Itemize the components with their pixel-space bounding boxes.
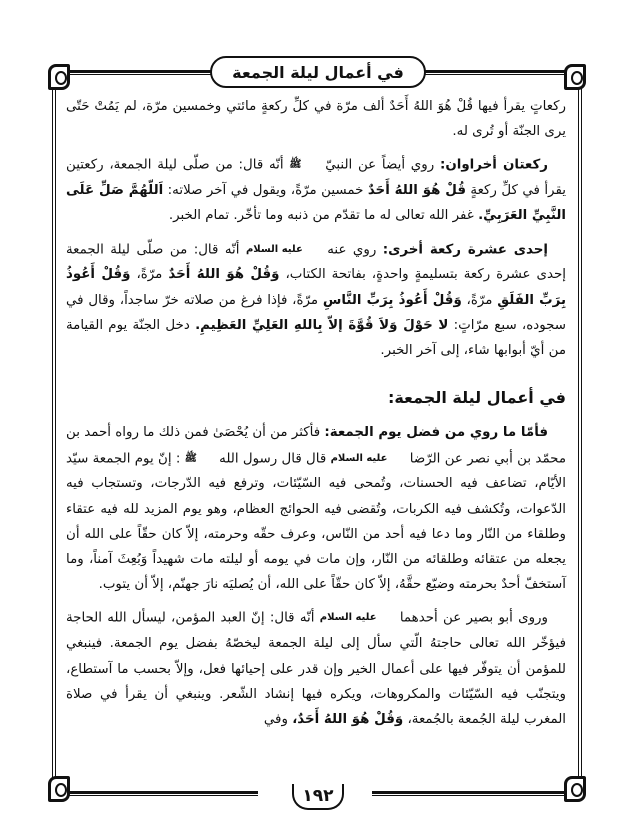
paragraph-text: وروى أبو بصير عن أحدهما: [399, 611, 548, 627]
quran-quote: وَقُلْ أَعُوذُ بِرَبِّ النَّاسِ: [322, 292, 462, 308]
paragraph-text: فأكثر من أن يُحْصَىٰ فمن ذلك ما رواه أحمد بن محمّد بن أبي نصر عن الرّضا: [66, 425, 566, 467]
running-header-title: في أعمال ليلة الجمعة: [232, 62, 404, 82]
quran-quote: وَقُلْ أَعُوذُ بِرَبِّ الفَلَقِ: [66, 267, 566, 308]
paragraph-text: : إنّ يوم الجمعة سيّد الأيّام، تضاعف فيه الحسنات، وتُمحى فيه السّيّئات، وترفع فيه الدّرجات، وتستجاب فيه الدّعوات، وتُكشف فيه الكربات، وتُقضى فيه الحوائج العظام، وهو يوم المزيد لله فيه عتقاء وطلقاء من النّار وما دعا فيه أحد من النّاس، وعرف حقّه وحرمته، إلاّ كان حقّاً على الله أن يجعله من عتقائه وطلقائه من النّار، وإن مات في يومه أو ليلته مات شهيداً وَبُعِثَ آمناً، وما آستخفّ أحدٌ بحرمته وضيّع حقَّهُ، إلاّ كان حقّاً على الله، أن يُصليَه نارَ جهنّم، إلاّ أن يتوب.: [66, 451, 566, 593]
honorific-ligature-icon: عليه السلام: [319, 612, 377, 624]
paragraph-text: مرّةً، فإذا فرغ من صلاته خرّ ساجداً، وقال في سجوده، سبع مرّاتٍ:: [66, 292, 567, 333]
section-heading: في أعمال ليلة الجمعة:: [387, 388, 566, 408]
quran-quote: وَقُلْ هُوَ اللهُ أَحَدٌ،: [292, 711, 404, 727]
border-top-left-line: [62, 70, 214, 75]
page-number-badge: [292, 784, 344, 810]
quran-quote: وَقُلْ هُوَ اللهُ أَحَدٌ: [168, 267, 280, 283]
ornament-corner-icon: [48, 64, 70, 90]
honorific-ligature-icon: عليه السلام: [330, 452, 388, 464]
ornament-corner-icon: [48, 776, 70, 802]
paragraph-text: أنّه قال: إنّ العبد المؤمن، ليسأل الله الحاجة فيؤخّر الله تعالى حاجتهُ الّتي سأل إلى ليلة الجمعة ليخصّهُ بفضل يوم الجمعة.: [66, 611, 566, 652]
honorific-ligature-icon: عليه السلام: [245, 243, 303, 255]
border-bottom-left-line: [62, 791, 258, 796]
paragraph-text: ركعاتٍ يقرأ فيها قُلْ هُوَ اللهُ أَحَدٌ ألف مرّة في كلِّ ركعةٍ مائتي وخمسين مرّة، لم يَمُتْ حَتّى يرى الجنّة أو تُرى له.: [66, 99, 566, 140]
border-top-right-line: [422, 70, 572, 75]
paragraph: [66, 420, 566, 597]
paragraph-text: فينبغي للمؤمن أن يتوفّر فيها على أعمال الخير وإن قدر على إحيائها فعل، وإلاّ بحسب ما آستطاع، ويتجنّب فيه السّيّئات والمكروهات، ويكره فيها إنشاد الشّعر.: [66, 636, 566, 702]
paragraph-text: وفي: [263, 711, 288, 727]
paragraph-text: أنّه قال: من صلّى ليلة الجمعة إحدى عشرة ركعة بتسليمةٍ واحدةٍ، بفاتحة الكتاب،: [66, 242, 567, 283]
paragraph-text: قال قال رسول الله: [219, 451, 327, 467]
paragraph: [66, 605, 566, 732]
paragraph-text: روي عنه: [327, 242, 377, 258]
paragraph: [66, 237, 566, 364]
honorific-ligature-icon: ﷺ: [289, 159, 302, 171]
ornament-corner-icon: [564, 776, 586, 802]
honorific-ligature-icon: ﷺ: [184, 452, 197, 464]
border-bottom-right-line: [372, 791, 572, 796]
page-number: ١٩٢: [302, 786, 334, 806]
paragraph-text: خمسين مرّةً، ويقول في آخر صلاته:: [167, 183, 364, 199]
running-header: [210, 56, 426, 88]
paragraph-heading: ركعتان أخراوان:: [439, 158, 548, 174]
ornament-corner-icon: [564, 64, 586, 90]
dhikr-quote: لا حَوْلَ وَلاَ قُوَّةَ إلاّ بِاللهِ العَلِيِّ العَظِيمِ.: [195, 317, 449, 333]
paragraph-text: وينبغي أن يقرأ في صلاة المغرب ليلة الجُمعة بالجُمعة،: [66, 686, 566, 727]
paragraph-text: مرّةً،: [466, 292, 493, 308]
paragraph-text: أنّه قال: من صلّى ليلة الجمعة، ركعتين يقرأ في كلِّ ركعةٍ: [66, 158, 566, 199]
paragraph-text: روي أيضاً عن النبيّ: [325, 158, 435, 174]
paragraph-text: دخل الجنّة يوم القيامة من أيّ أبوابها شاء، إلى آخر الخبر.: [66, 317, 566, 359]
paragraph: [66, 94, 566, 144]
paragraph-heading: فأمّا ما روي من فضل يوم الجمعة:: [324, 425, 548, 441]
page-body: [66, 94, 566, 740]
paragraph-text: مرّةً،: [136, 267, 163, 283]
dua-quote: اَللّهُمَّ صَلِّ عَلَى النَّبِيِّ العَرَبِيِّ.: [66, 183, 566, 224]
quran-quote: قُلْ هُوَ اللهُ أَحَدٌ: [367, 183, 466, 199]
paragraph-heading: إحدى عشرة ركعة أخرى:: [382, 242, 548, 258]
paragraph-text: غفر الله تعالى له ما تقدّم من ذنبه وما تأخّر. تمام الخبر.: [168, 208, 474, 224]
paragraph: [66, 152, 566, 228]
